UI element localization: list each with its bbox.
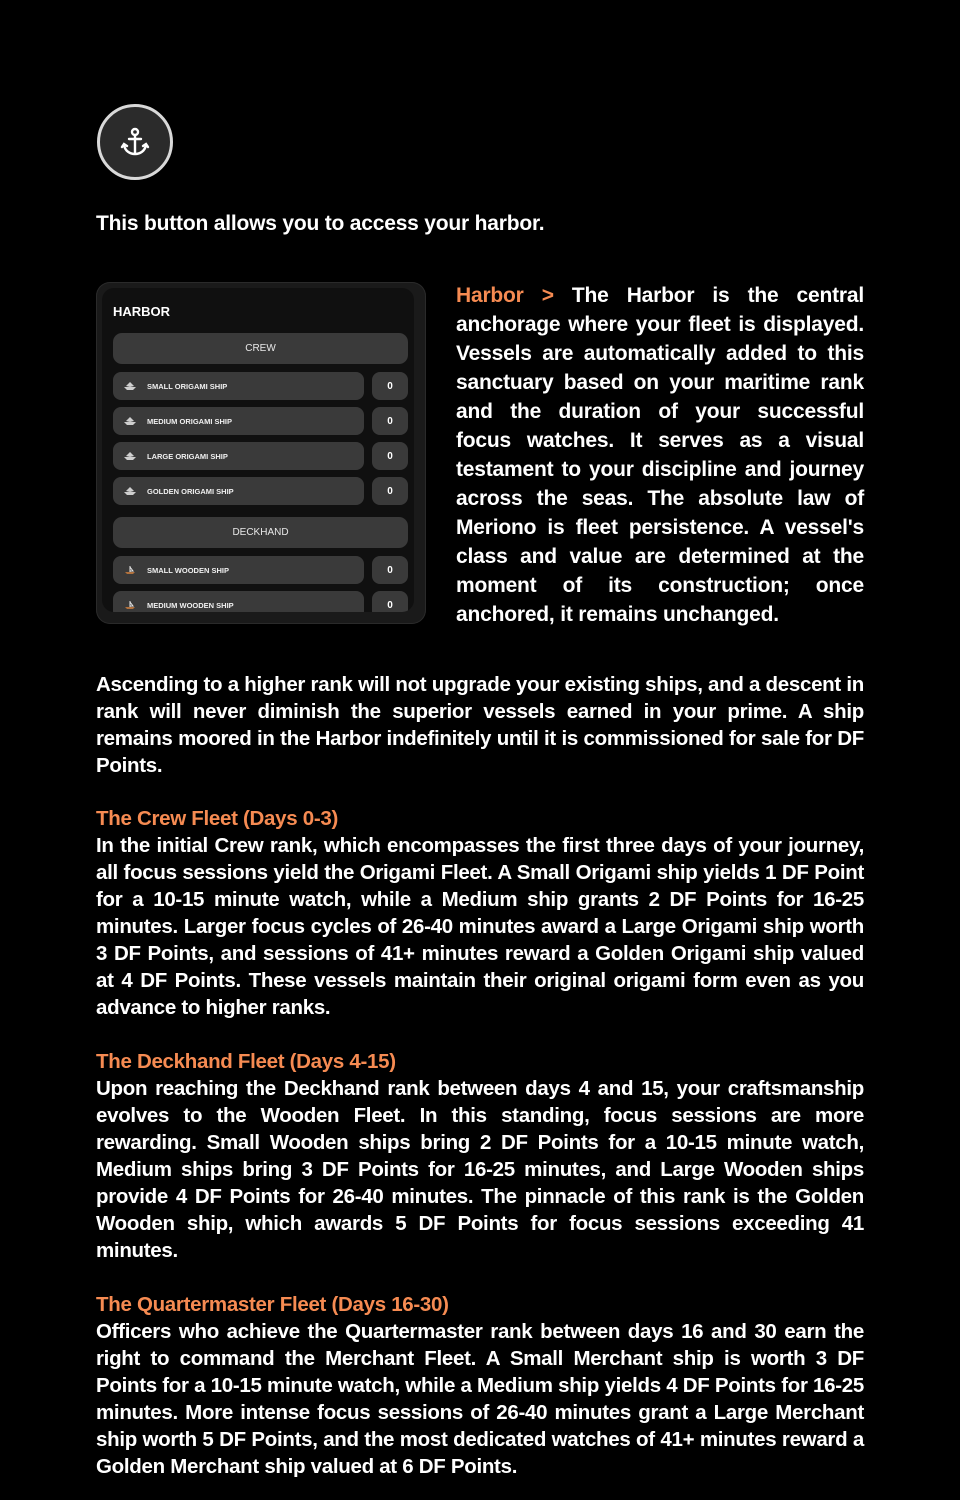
ship-count: 0 <box>372 407 408 435</box>
ship-count: 0 <box>372 372 408 400</box>
ship-label: LARGE ORIGAMI SHIP <box>147 451 228 461</box>
deckhand-fleet-text: Upon reaching the Deckhand rank between days 4 and 15, your craftsmanship evolves to the Wooden Fleet. In this standing, focus sessions are more rewarding. Small Wooden ships bring 2 DF Points for a 10-15 minute watch, Medium ships bring 3 DF Points for 16-25 minutes, and Large Wooden ships provide 4 DF Points for 26-40 minutes. The pinnacle of this rank is the Golden Wooden ship, which awards 5 DF Points for focus sessions exceeding 41 minutes. <box>96 1077 864 1262</box>
quartermaster-fleet-heading: The Quartermaster Fleet (Days 16-30) <box>96 1293 449 1316</box>
origami-ship-icon <box>123 486 137 496</box>
intro-text: This button allows you to access your harbor. <box>96 212 545 235</box>
harbor-panel <box>102 288 414 612</box>
origami-ship-icon <box>123 451 137 461</box>
deckhand-fleet-section <box>96 1048 864 1264</box>
ship-count: 0 <box>372 556 408 584</box>
harbor-anchor-button[interactable] <box>97 104 173 180</box>
ship-count: 0 <box>372 591 408 612</box>
quartermaster-fleet-text: Officers who achieve the Quartermaster rank between days 16 and 30 earn the right to command the Merchant Fleet. A Small Merchant ship is worth 3 DF Points for a 10-15 minute watch, while a Medium ship yields 4 DF Points for 16-25 minutes. More intense focus sessions of 26-40 minutes grant a Large Merchant ship worth 5 DF Points, and the most dedicated watches of 41+ minutes reward a Golden Merchant ship valued at 6 DF Points. <box>96 1320 864 1478</box>
section-deckhand[interactable]: DECKHAND <box>113 517 408 548</box>
section-crew[interactable]: CREW <box>113 333 408 364</box>
ship-row-name[interactable] <box>113 372 364 400</box>
harbor-description-text: The Harbor is the central anchorage where your fleet is displayed. Vessels are automatically added to this sanctuary based on your maritime rank and the duration of your successful focus watches. It serves as a visual testament to your discipline and journey across the seas. The absolute law of Meriono is fleet persistence. A vessel's class and value are determined at the moment of its construction; once anchored, it remains unchanged. <box>456 284 865 626</box>
ship-label: MEDIUM WOODEN SHIP <box>147 600 234 610</box>
panel-title: HARBOR <box>113 304 171 319</box>
origami-ship-icon <box>123 416 137 426</box>
list-item <box>113 442 408 470</box>
ship-label: MEDIUM ORIGAMI SHIP <box>147 416 233 426</box>
ship-row-name[interactable] <box>113 556 364 584</box>
harbor-panel-preview <box>96 282 426 624</box>
list-item <box>113 407 408 435</box>
ship-count: 0 <box>372 477 408 505</box>
ship-count: 0 <box>372 442 408 470</box>
ship-label: SMALL ORIGAMI SHIP <box>147 381 228 391</box>
harbor-keyword: Harbor <box>456 284 524 307</box>
ship-row-name[interactable] <box>113 407 364 435</box>
origami-ship-icon <box>123 381 137 391</box>
rank-paragraph: Ascending to a higher rank will not upgrade your existing ships, and a descent in rank will never diminish the superior vessels earned in your prime. A ship remains moored in the Harbor indefinitely until it is commissioned for sale for DF Points. <box>96 673 864 777</box>
ship-label: SMALL WOODEN SHIP <box>147 565 229 575</box>
list-item <box>113 556 408 584</box>
ship-label: GOLDEN ORIGAMI SHIP <box>147 486 234 496</box>
list-item <box>113 477 408 505</box>
quartermaster-fleet-section <box>96 1291 864 1480</box>
crew-fleet-section <box>96 805 864 1021</box>
anchor-icon <box>118 125 152 159</box>
crew-fleet-text: In the initial Crew rank, which encompasses the first three days of your journey, all focus sessions yield the Origami Fleet. A Small Origami ship yields 1 DF Point for a 10-15 minute watch, while a Medium ship grants 2 DF Points for 16-25 minutes. Larger focus cycles of 26-40 minutes award a Large Origami ship worth 3 DF Points, and sessions of 41+ minutes reward a Golden Origami ship valued at 4 DF Points. These vessels maintain their original origami form even as you advance to higher ranks. <box>96 834 864 1019</box>
wooden-ship-icon <box>123 565 137 575</box>
harbor-separator: > <box>541 284 554 307</box>
list-item <box>113 591 408 612</box>
wooden-ship-icon <box>123 600 137 610</box>
crew-fleet-heading: The Crew Fleet (Days 0-3) <box>96 807 338 830</box>
ship-row-name[interactable] <box>113 442 364 470</box>
harbor-description <box>456 281 864 629</box>
list-item <box>113 372 408 400</box>
deckhand-fleet-heading: The Deckhand Fleet (Days 4-15) <box>96 1050 396 1073</box>
ship-row-name[interactable] <box>113 591 364 612</box>
ship-row-name[interactable] <box>113 477 364 505</box>
